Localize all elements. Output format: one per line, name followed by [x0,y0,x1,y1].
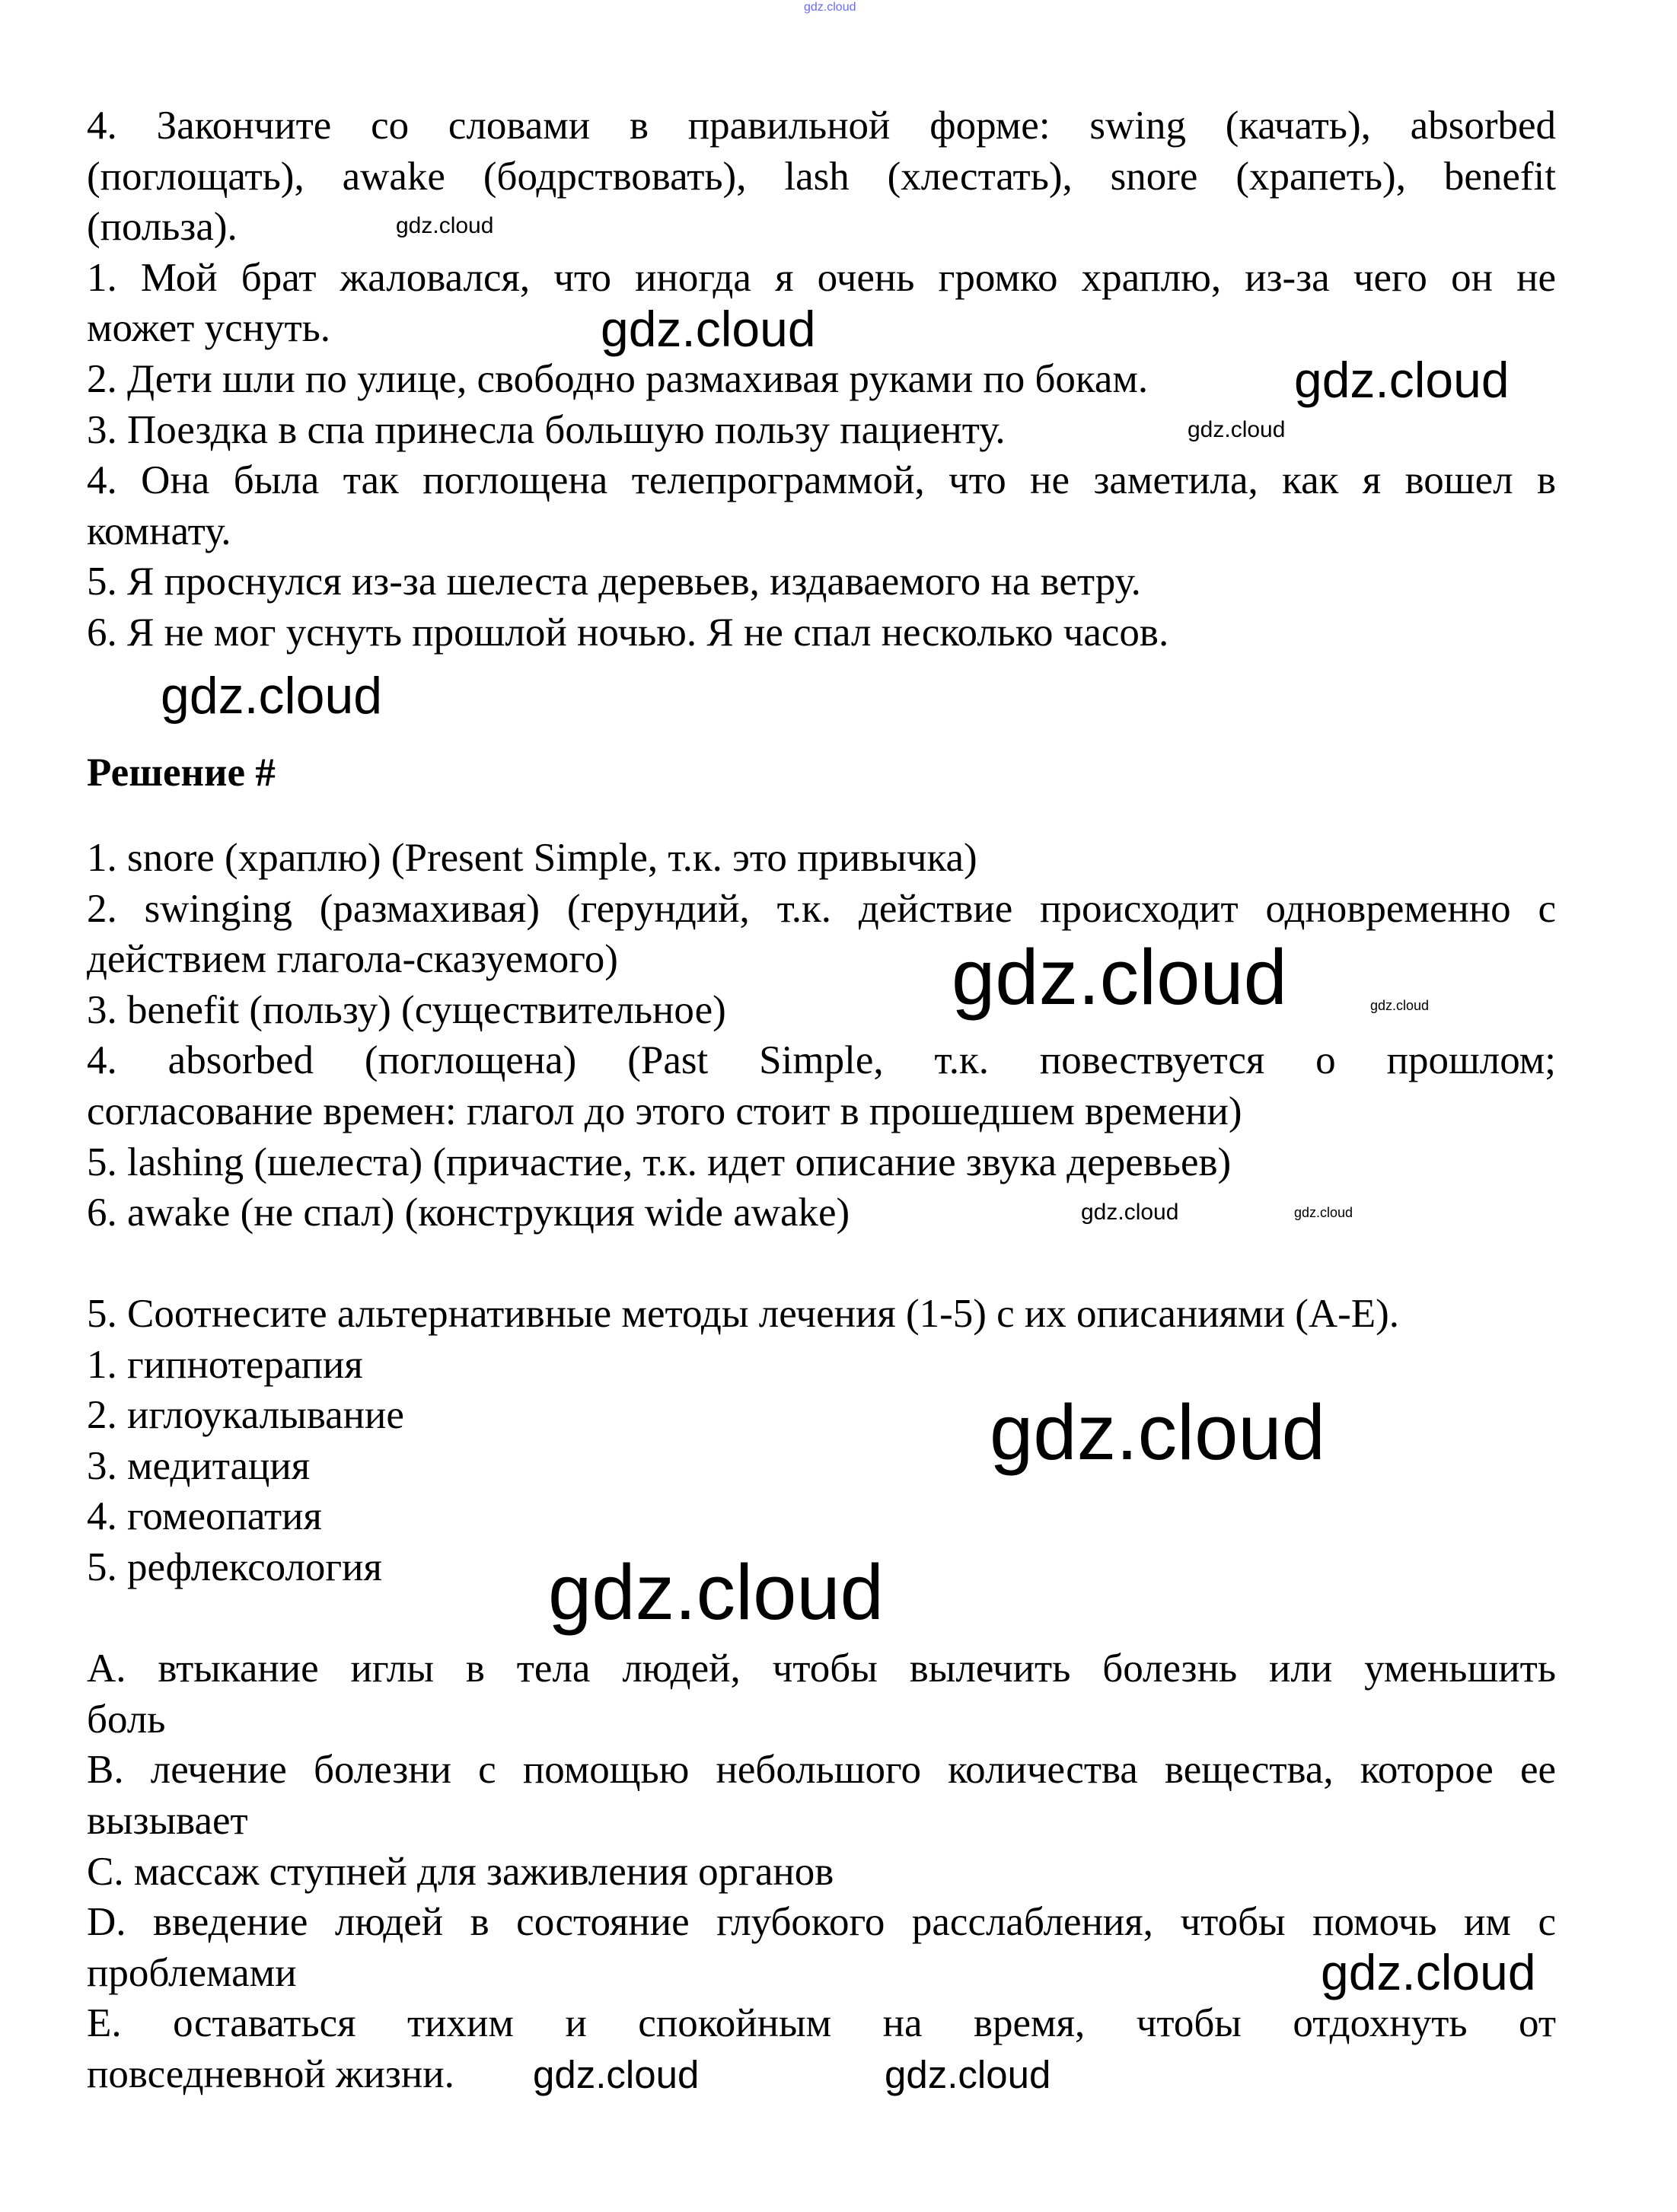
watermark: gdz.cloud [1294,352,1510,408]
solution-item: 4. absorbed (поглощена) (Past Simple, т.к. повествуется о прошлом; [87,1038,1556,1083]
watermark: gdz.cloud [1081,1200,1179,1225]
task-4-sentence: 5. Я проснулся из-за шелеста деревьев, издаваемого на ветру. [87,559,1141,604]
description-item: A. втыкание иглы в тела людей, чтобы вылечить болезнь или уменьшить [87,1646,1556,1691]
watermark: gdz.cloud [1188,417,1286,442]
solution-item: 3. benefit (пользу) (существительное) [87,987,726,1032]
task-4-sentence: 4. Она была так поглощена телепрограммой, что не заметила, как я вошел в [87,458,1556,503]
description-item: C. массаж ступней для заживления органов [87,1849,834,1894]
watermark: gdz.cloud [601,301,816,357]
solution-heading: Решение # [87,751,276,795]
task-4-sentence: 3. Поездка в спа принесла большую пользу пациенту. [87,407,1006,452]
method-item: 2. иглоукалывание [87,1393,404,1438]
method-item: 3. медитация [87,1443,311,1488]
watermark: gdz.cloud [804,1,856,14]
task-4-sentence: 2. Дети шли по улице, свободно размахивая руками по бокам. [87,356,1149,401]
task-4-instruction: (поглощать), awake (бодрствовать), lash (хлестать), snore (храпеть), benefit [87,154,1556,199]
solution-block [87,833,1556,1238]
task-4-instruction: 4. Закончите со словами в правильной форме: swing (качать), absorbed [87,104,1556,148]
watermark: gdz.cloud [548,1548,884,1636]
description-item: D. введение людей в состояние глубокого расслабления, чтобы помочь им с [87,1900,1556,1945]
solution-item: действием глагола-сказуемого) [87,937,618,982]
watermark: gdz.cloud [1321,1944,1536,2000]
task-4-sentence: 6. Я не мог уснуть прошлой ночью. Я не спал несколько часов. [87,610,1169,655]
watermark: gdz.cloud [990,1388,1325,1476]
watermark: gdz.cloud [396,213,494,238]
description-item: повседневной жизни. [87,2051,454,2096]
task-5-instruction: 5. Соотнесите альтернативные методы лечения (1-5) с их описаниями (A-E). [87,1292,1400,1336]
description-item: E. оставаться тихим и спокойным на время, чтобы отдохнуть от [87,2001,1556,2046]
method-item: 5. рефлексология [87,1544,382,1589]
watermark: gdz.cloud [1370,998,1430,1013]
watermark: gdz.cloud [161,667,383,725]
solution-item: 1. snore (храплю) (Present Simple, т.к. это привычка) [87,836,977,880]
solution-item: 5. lashing (шелеста) (причастие, т.к. идет описание звука деревьев) [87,1139,1232,1184]
solution-item: 2. swinging (размахивая) (герундий, т.к. действие происходит одновременно с [87,886,1556,931]
watermark: gdz.cloud [533,2053,700,2096]
method-item: 1. гипнотерапия [87,1342,363,1387]
solution-item: 6. awake (не спал) (конструкция wide awake) [87,1190,850,1235]
watermark: gdz.cloud [885,2053,1051,2096]
description-item: B. лечение болезни с помощью небольшого количества вещества, которое ее [87,1748,1556,1793]
solution-item: согласование времен: глагол до этого стоит в прошедшем времени) [87,1088,1242,1133]
method-item: 4. гомеопатия [87,1494,322,1539]
task-4-sentence: может уснуть. [87,306,331,351]
description-item: проблемами [87,1950,297,1995]
description-item: боль [87,1697,166,1742]
task-4-sentence: комнату. [87,508,231,553]
description-item: вызывает [87,1798,248,1843]
watermark: gdz.cloud [952,933,1287,1021]
watermark: gdz.cloud [1294,1205,1353,1220]
task-4-instruction: (польза). [87,205,238,250]
task-4-sentence: 1. Мой брат жаловался, что иногда я очень громко храплю, из-за чего он не [87,255,1556,300]
